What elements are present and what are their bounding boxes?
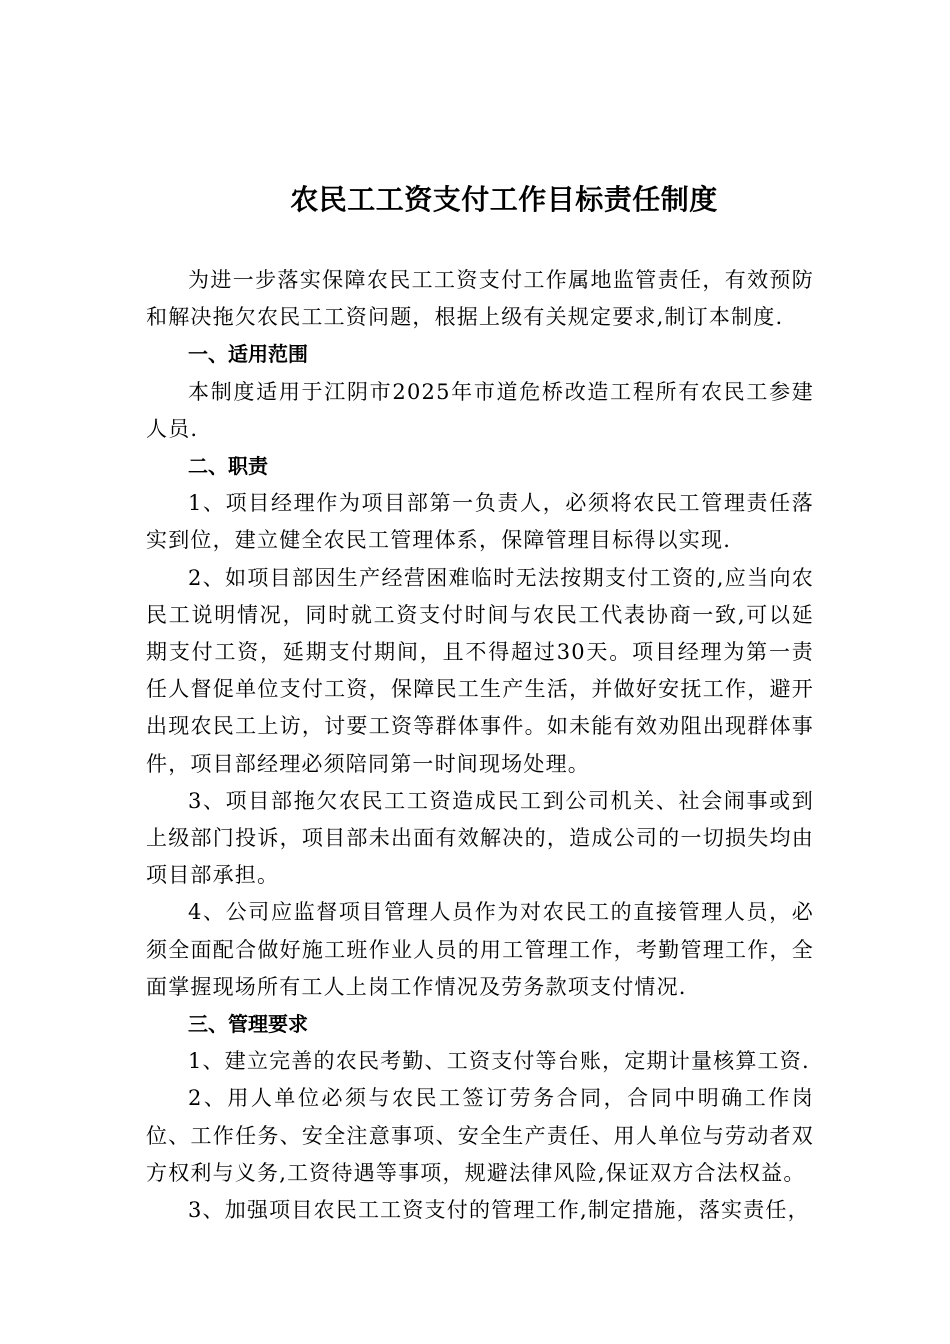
section-scope [146,336,814,448]
section-paragraph: 本制度适用于江阴市2025年市道危桥改造工程所有农民工参建人员. [146,379,814,441]
section-paragraph: 3、项目部拖欠农民工工资造成民工到公司机关、社会闹事或到上级部门投诉，项目部未出面有效解决的，造成公司的一切损失均由项目部承担。 [146,788,814,888]
section-requirements [146,1006,814,1229]
document-body [146,262,814,1229]
document-title: 农民工工资支付工作目标责任制度 [290,183,718,216]
section-paragraph: 4、公司应监督项目管理人员作为对农民工的直接管理人员，必须全面配合做好施工班作业人员的用工管理工作，考勤管理工作，全面掌握现场所有工人上岗工作情况及劳务款项支付情况. [146,900,814,999]
section-paragraph: 1、建立完善的农民考勤、工资支付等台账，定期计量核算工资. [188,1049,810,1074]
intro-paragraph: 为进一步落实保障农民工工资支付工作属地监管责任，有效预防和解决拖欠农民工工资问题，根据上级有关规定要求,制订本制度. [146,268,814,330]
section-heading: 三、管理要求 [188,1012,308,1037]
section-heading: 二、职责 [188,454,268,479]
section-paragraph: 1、项目经理作为项目部第一负责人，必须将农民工管理责任落实到位，建立健全农民工管理体系，保障管理目标得以实现. [146,491,814,553]
section-paragraph: 2、用人单位必须与农民工签订劳务合同，合同中明确工作岗位、工作任务、安全注意事项、安全生产责任、用人单位与劳动者双方权利与义务,工资待遇等事项，规避法律风险,保证双方合法权益。 [146,1086,814,1185]
section-paragraph: 2、如项目部因生产经营困难临时无法按期支付工资的,应当向农民工说明情况，同时就工资支付时间与农民工代表协商一致,可以延期支付工资，延期支付期间，且不得超过30天。项目经理为第一责任人督促单位支付工资，保障民工生产生活，并做好安抚工作，避开出现农民工上访，讨要工资等群体事件。如未能有效劝阻出现群体事件，项目部经理必须陪同第一时间现场处理。 [146,565,814,776]
section-heading: 一、适用范围 [188,342,308,367]
section-paragraph: 3、加强项目农民工工资支付的管理工作,制定措施，落实责任， [188,1198,810,1223]
section-duties [146,448,814,1006]
